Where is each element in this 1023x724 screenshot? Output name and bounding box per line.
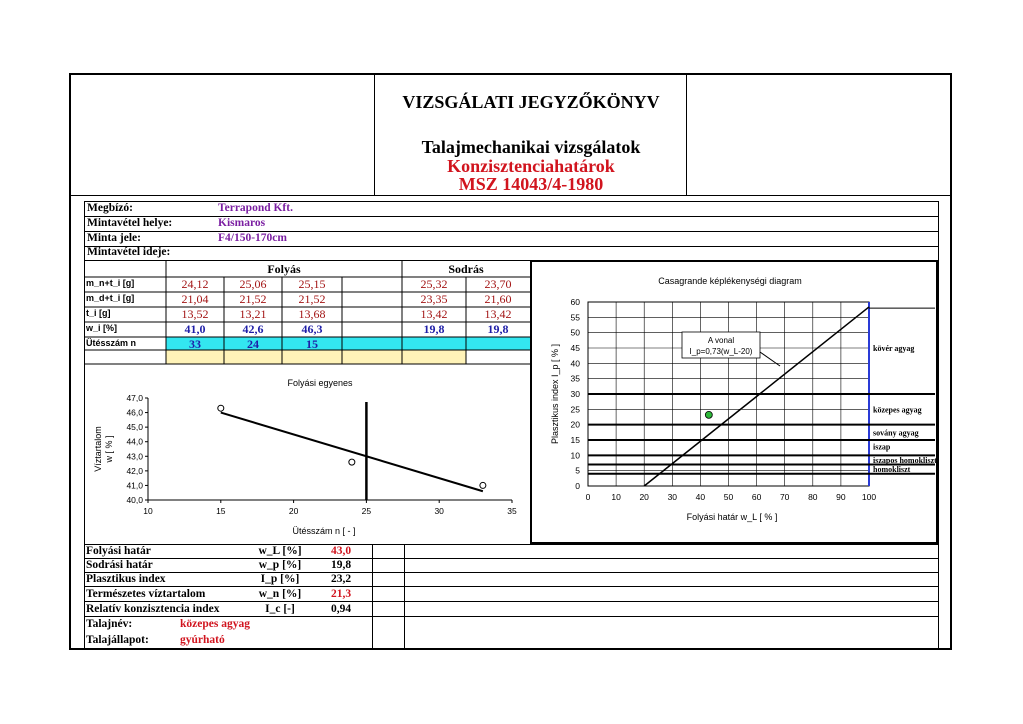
- place-value: Kismaros: [218, 217, 266, 229]
- flow-y-tick-label: 44,0: [126, 436, 143, 447]
- result-symbol: w_p [%]: [258, 559, 302, 571]
- flow-cell: 21,04: [181, 292, 209, 306]
- casa-x-label: Folyási határ w_L [ % ]: [686, 512, 778, 522]
- flow-y-tick-label: 40,0: [126, 495, 143, 505]
- result-symbol: w_L [%]: [258, 545, 302, 557]
- report-topic: Konzisztenciahatárok: [447, 156, 615, 176]
- info-line: [84, 216, 938, 217]
- flow-cell: 13,52: [181, 307, 209, 321]
- results-top-line: [84, 544, 938, 545]
- casa-y-tick-label: 60: [570, 297, 580, 307]
- casa-a-line-label: A vonal: [707, 336, 735, 345]
- casa-x-tick-label: 10: [611, 492, 621, 502]
- flow-cell: 25,15: [298, 277, 326, 291]
- soil-name-value: közepes agyag: [180, 618, 250, 630]
- flow-cell: 24,12: [181, 277, 209, 291]
- flow-y-label: Víztartalom: [93, 426, 103, 472]
- table-row-label: w_i [%]: [86, 323, 118, 333]
- plastic-cell: 21,60: [484, 292, 512, 306]
- casa-sample-point: [705, 411, 712, 418]
- casa-y-tick-label: 35: [570, 373, 580, 384]
- casa-zone-label: közepes agyag: [873, 405, 922, 415]
- flow-chart-panel: [84, 374, 530, 544]
- casa-a-line-formula: I_p=0,73(w_L-20): [689, 347, 753, 356]
- sample-label: Minta jele:: [87, 232, 141, 244]
- flow-cell: 21,52: [298, 292, 326, 306]
- soil-state-label: Talajállapot:: [86, 634, 149, 646]
- flow-x-tick-label: 10: [143, 506, 153, 516]
- flow-cell: 24: [247, 337, 259, 351]
- result-symbol: w_n [%]: [258, 588, 302, 600]
- plastic-cell: 13,42: [420, 307, 448, 321]
- n-row-highlight-plastic: [402, 350, 466, 364]
- flow-cell: 33: [189, 337, 201, 351]
- result-symbol: I_c [-]: [265, 603, 295, 615]
- casa-chart-title: Casagrande képlékenységi diagram: [658, 276, 802, 286]
- table-row-label: t_i [g]: [86, 308, 111, 318]
- flow-point: [349, 459, 355, 465]
- report-standard: MSZ 14043/4-1980: [458, 174, 604, 194]
- header-bottom-line: [71, 195, 950, 196]
- client-label: Megbízó:: [87, 202, 133, 214]
- report-title: VIZSGÁLATI JEGYZŐKÖNYV: [402, 92, 660, 112]
- flow-group-header: Folyás: [267, 262, 301, 276]
- flow-x-label: Ütésszám n [ - ]: [292, 526, 356, 536]
- casagrande-chart: [532, 262, 936, 542]
- flow-chart-title: Folyási egyenes: [287, 378, 353, 388]
- casa-zone-label: kövér agyag: [873, 344, 915, 353]
- header-divider-left: [374, 75, 375, 195]
- casa-x-tick-label: 80: [808, 492, 818, 502]
- flow-cell: 13,68: [298, 307, 326, 321]
- flow-y-tick-label: 45,0: [126, 422, 143, 433]
- casa-x-tick-label: 0: [585, 492, 591, 502]
- result-row-line: [84, 586, 938, 587]
- casa-zone-label: iszap: [873, 442, 891, 452]
- flow-x-tick-label: 20: [288, 506, 299, 516]
- casa-x-tick-label: 40: [695, 492, 706, 502]
- casa-y-tick-label: 5: [575, 465, 580, 476]
- flow-y-label-unit: w [ % ]: [104, 435, 114, 463]
- client-value: Terrapond Kft.: [218, 202, 293, 214]
- casa-zone-label: iszapos homokliszt: [873, 455, 936, 465]
- flow-x-tick-label: 25: [361, 506, 372, 516]
- flow-fit-line: [221, 413, 483, 492]
- flow-cell: 13,21: [239, 307, 267, 321]
- result-label: Folyási határ: [86, 545, 151, 557]
- flow-y-tick-label: 42,0: [126, 465, 143, 476]
- flow-cell: 25,06: [239, 277, 267, 291]
- result-row-line: [84, 572, 938, 573]
- casa-y-tick-label: 0: [575, 481, 580, 491]
- casa-y-tick-label: 25: [570, 404, 580, 415]
- casa-x-tick-label: 70: [779, 492, 790, 502]
- plastic-cell: 23,35: [420, 292, 448, 306]
- result-symbol: I_p [%]: [260, 573, 300, 585]
- flow-y-tick-label: 47,0: [126, 393, 143, 403]
- info-line: [84, 246, 938, 247]
- result-value: 21,3: [330, 588, 352, 600]
- flow-y-tick-label: 43,0: [126, 451, 143, 462]
- info-line: [84, 231, 938, 232]
- result-row-line: [84, 616, 938, 617]
- inner-right-border: [938, 201, 939, 650]
- results-divider-2: [404, 544, 405, 650]
- casa-y-tick-label: 15: [570, 435, 580, 445]
- casa-x-tick-label: 60: [751, 492, 762, 502]
- plastic-cell: 19,8: [423, 322, 445, 336]
- casa-zone-label: homokliszt: [873, 465, 911, 475]
- flow-y-tick-label: 41,0: [126, 480, 143, 491]
- flow-cell: 46,3: [301, 322, 323, 336]
- sample-value: F4/150-170cm: [218, 232, 287, 244]
- plastic-cell: 13,42: [484, 307, 512, 321]
- casa-y-tick-label: 20: [570, 419, 580, 430]
- table-row-label: m_n+t_i [g]: [86, 278, 135, 288]
- casa-zone-label: sovány agyag: [873, 428, 919, 438]
- result-label: Természetes víztartalom: [86, 588, 206, 600]
- flow-x-tick-label: 35: [507, 506, 517, 516]
- flow-y-tick-label: 46,0: [126, 407, 143, 418]
- result-value: 43,0: [330, 545, 352, 557]
- flow-cell: 21,52: [239, 292, 267, 306]
- flow-point: [480, 482, 486, 488]
- casa-x-tick-label: 100: [861, 492, 877, 502]
- plastic-cell: 25,32: [420, 277, 448, 291]
- result-row-line: [84, 558, 938, 559]
- date-label: Mintavétel ideje:: [87, 246, 171, 258]
- casa-x-tick-label: 50: [723, 492, 734, 502]
- flow-cell: 15: [306, 337, 318, 351]
- info-top-line: [84, 201, 938, 202]
- casagrande-panel: [530, 260, 938, 544]
- flow-cell: 42,6: [242, 322, 264, 336]
- plastic-cell: 23,70: [484, 277, 512, 291]
- result-label: Sodrási határ: [86, 559, 153, 571]
- flow-x-tick-label: 15: [216, 506, 226, 516]
- flow-point: [218, 405, 224, 411]
- result-label: Plasztikus index: [86, 573, 166, 585]
- casa-x-tick-label: 20: [639, 492, 649, 502]
- flow-x-tick-label: 30: [434, 506, 444, 516]
- casa-y-tick-label: 10: [570, 450, 580, 461]
- casa-a-line-pointer: [760, 352, 780, 366]
- soil-state-value: gyúrható: [180, 634, 225, 646]
- result-label: Relatív konzisztencia index: [86, 603, 220, 615]
- table-row-label: Ütésszám n: [86, 338, 137, 348]
- casa-y-label: Plasztikus index I_p [ % ]: [550, 343, 560, 445]
- plastic-group-header: Sodrás: [448, 262, 484, 276]
- plastic-cell: 19,8: [487, 322, 509, 336]
- casa-y-tick-label: 55: [570, 312, 580, 323]
- casa-x-tick-label: 30: [667, 492, 678, 502]
- casa-x-tick-label: 90: [836, 492, 846, 502]
- report-subtitle: Talajmechanikai vizsgálatok: [421, 137, 641, 157]
- casa-y-tick-label: 30: [570, 389, 580, 399]
- header-divider-right: [686, 75, 687, 195]
- table-row-label: m_d+t_i [g]: [86, 293, 135, 303]
- casa-y-tick-label: 45: [570, 343, 580, 353]
- result-value: 23,2: [330, 573, 352, 585]
- result-value: 0,94: [330, 603, 352, 615]
- flow-cell: 41,0: [184, 322, 206, 336]
- result-row-line: [84, 601, 938, 602]
- place-label: Mintavétel helye:: [87, 217, 173, 229]
- soil-name-label: Talajnév:: [86, 618, 133, 630]
- result-value: 19,8: [330, 559, 352, 571]
- n-row-highlight: [166, 350, 402, 364]
- flow-chart: [84, 374, 530, 544]
- results-divider: [372, 544, 373, 650]
- casa-y-tick-label: 50: [570, 327, 580, 338]
- casa-y-tick-label: 40: [570, 358, 580, 369]
